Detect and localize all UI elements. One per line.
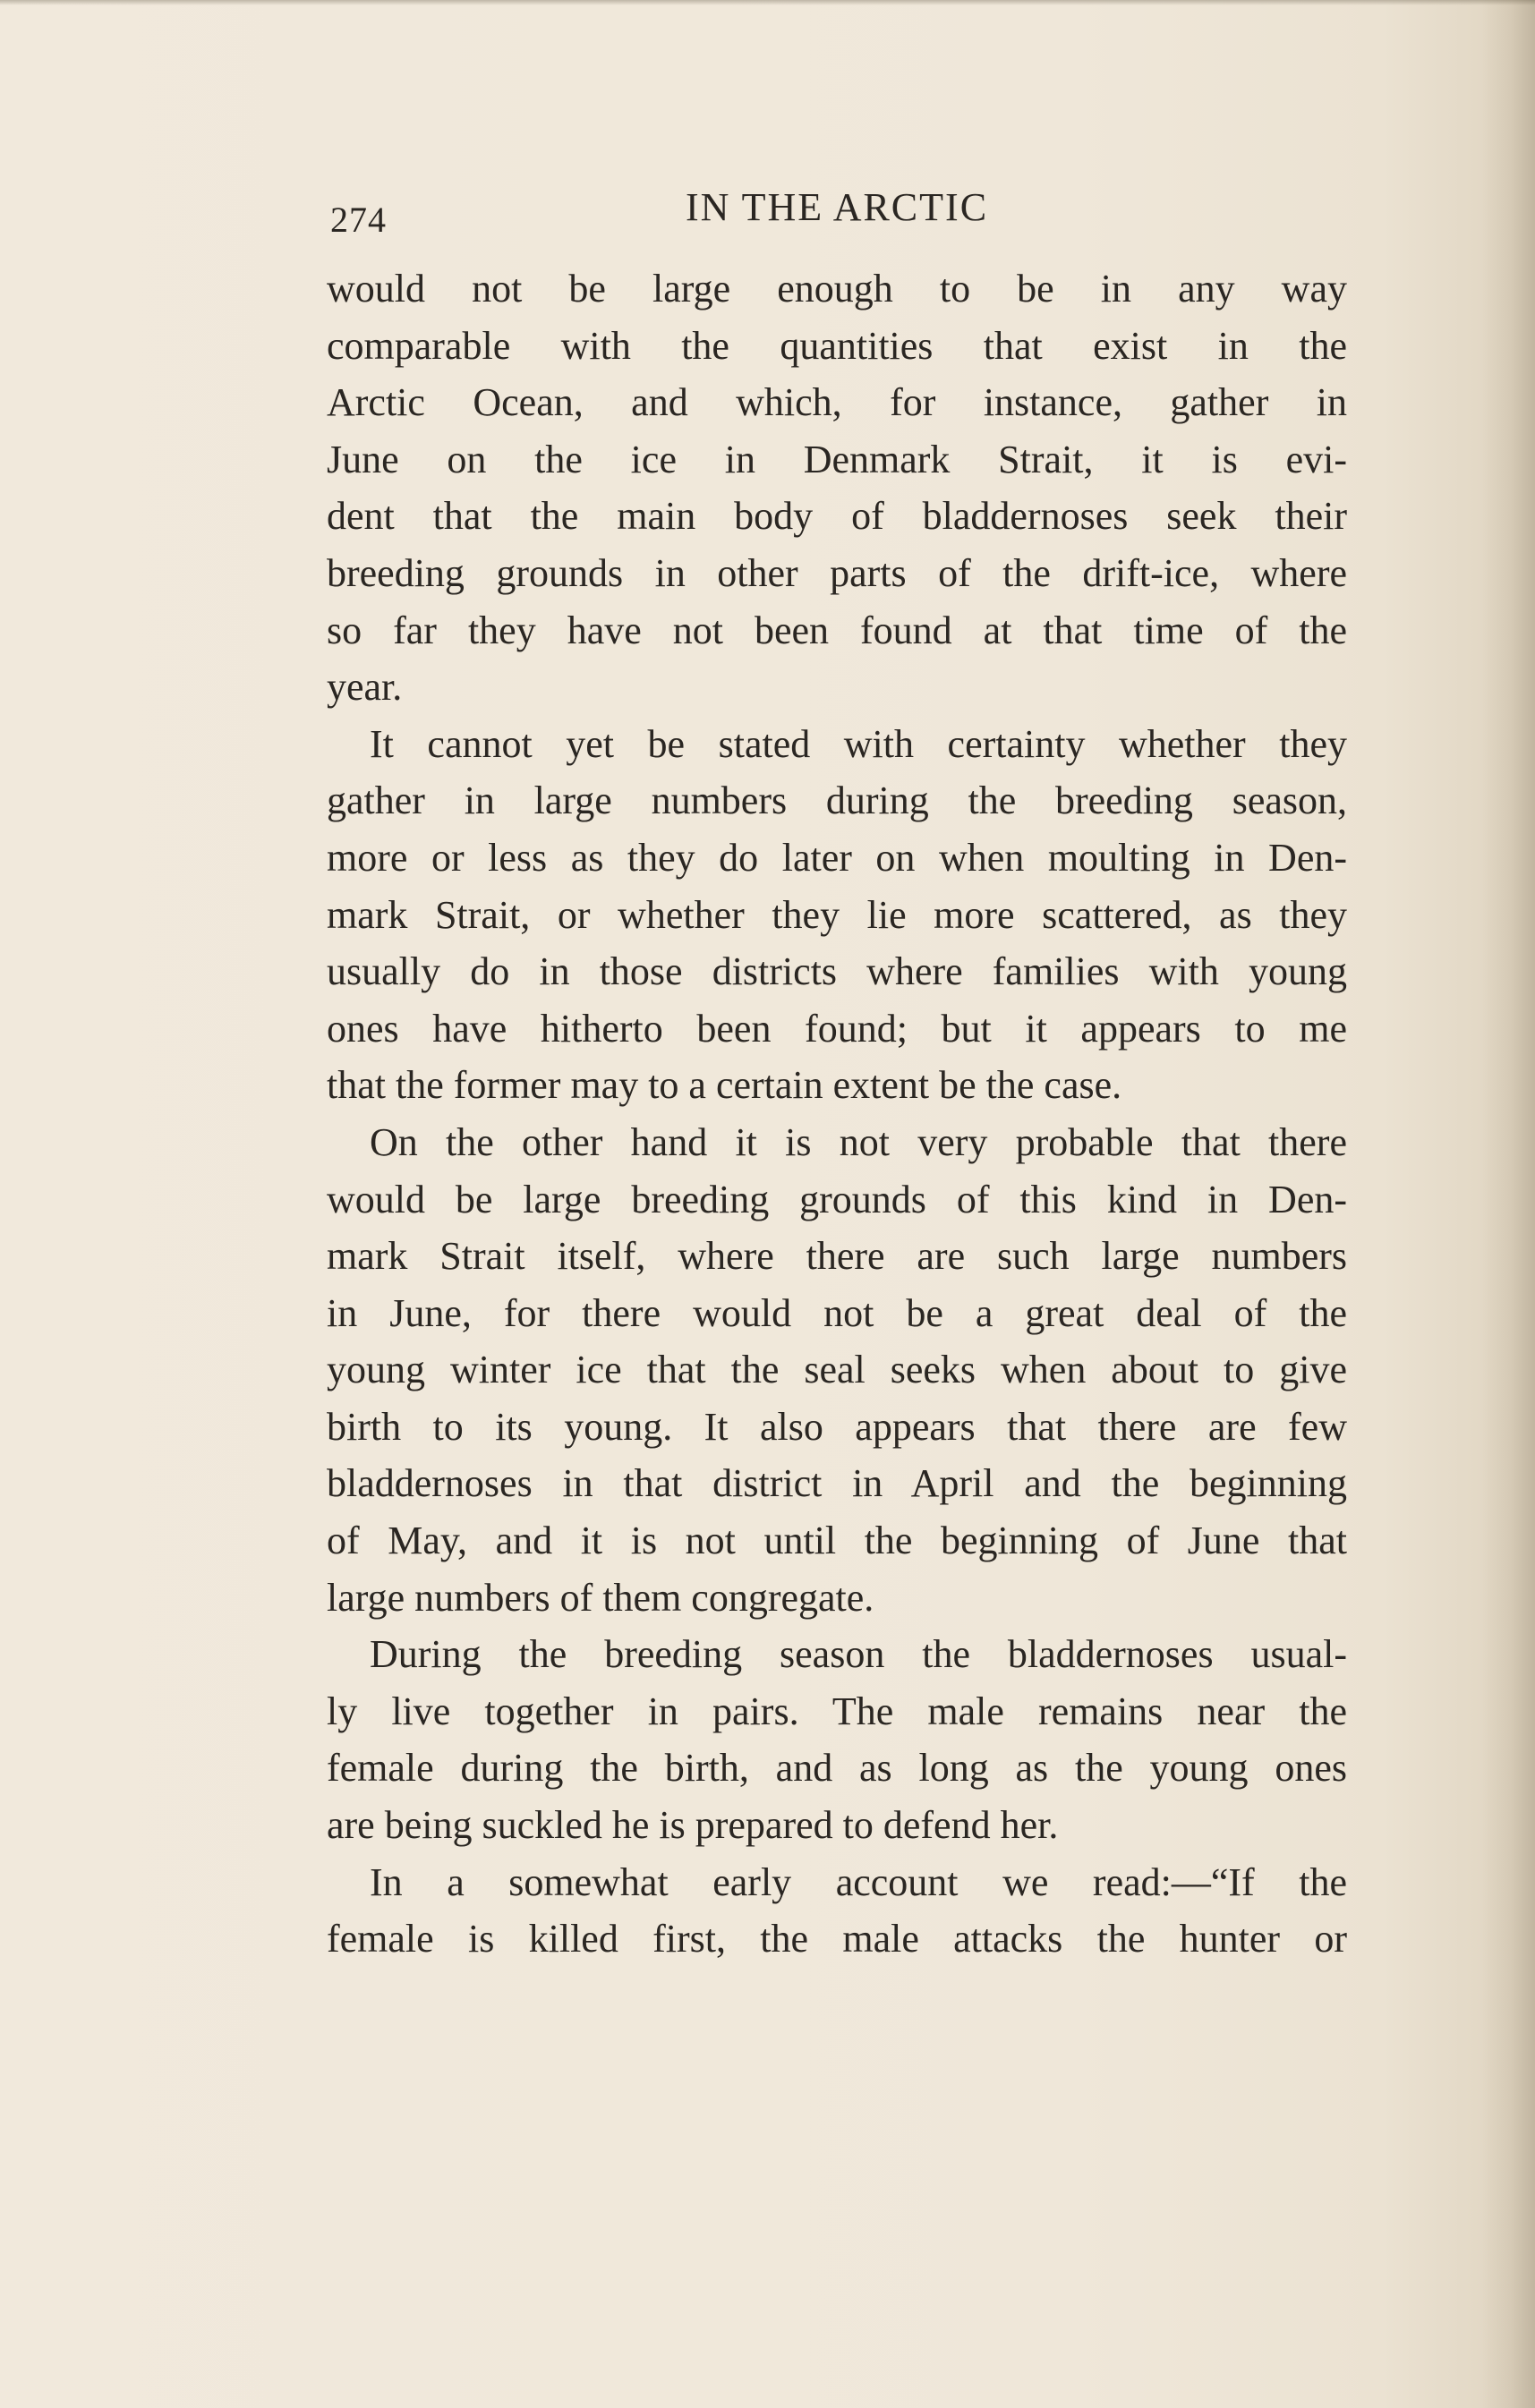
text-line: of May, and it is not until the beginning of June that — [327, 1519, 1347, 1563]
paragraph — [327, 1114, 1347, 1626]
text-line: birth to its young. It also appears that there are few — [327, 1404, 1347, 1449]
text-line: are being suckled he is prepared to defend her. — [327, 1803, 1059, 1848]
text-line: mark Strait, or whether they lie more scattered, as they — [327, 892, 1347, 937]
running-title: IN THE ARCTIC — [685, 185, 989, 229]
text-line: would be large breeding grounds of this kind in Den- — [327, 1177, 1347, 1221]
text-line: year. — [327, 665, 403, 710]
text-line: in June, for there would not be a great deal of the — [327, 1290, 1347, 1335]
page-gutter-shadow — [1481, 0, 1535, 2408]
page-number: 274 — [330, 200, 387, 240]
text-line: dent that the main body of bladdernoses seek their — [327, 494, 1347, 539]
text-line: more or less as they do later on when moulting in Den- — [327, 835, 1347, 880]
page-top-edge-shadow — [0, 0, 1535, 5]
text-line: In a somewhat early account we read:—“If the — [370, 1859, 1347, 1904]
text-line: so far they have not been found at that time of the — [327, 608, 1347, 652]
paragraph — [327, 1626, 1347, 1853]
text-line: would not be large enough to be in any way — [327, 267, 1347, 311]
paragraph — [327, 260, 1347, 716]
text-line: It cannot yet be stated with certainty whether they — [370, 721, 1347, 766]
text-line: that the former may to a certain extent be the case. — [327, 1063, 1122, 1108]
text-line: comparable with the quantities that exist in the — [327, 323, 1347, 368]
text-line: female during the birth, and as long as the young ones — [327, 1746, 1347, 1791]
text-line: ones have hitherto been found; but it appears to me — [327, 1006, 1347, 1051]
paragraph — [327, 1854, 1347, 1968]
text-line: young winter ice that the seal seeks when about to give — [327, 1348, 1347, 1392]
text-line: On the other hand it is not very probable that there — [370, 1119, 1347, 1164]
text-line: gather in large numbers during the breeding season, — [327, 779, 1347, 823]
text-line: usually do in those districts where families with young — [327, 949, 1347, 994]
paragraph — [327, 716, 1347, 1114]
text-line: bladdernoses in that district in April and the beginning — [327, 1461, 1347, 1506]
text-line: ly live together in pairs. The male remains near the — [327, 1689, 1347, 1733]
text-line: mark Strait itself, where there are such large numbers — [327, 1234, 1347, 1279]
text-line: June on the ice in Denmark Strait, it is evi- — [327, 437, 1347, 481]
page-header — [327, 179, 1347, 240]
body-text — [327, 260, 1347, 1968]
text-line: large numbers of them congregate. — [327, 1575, 874, 1620]
text-line: breeding grounds in other parts of the drift-ice, where — [327, 550, 1347, 595]
text-line: Arctic Ocean, and which, for instance, gather in — [327, 380, 1347, 425]
text-line: female is killed first, the male attacks the hunter or — [327, 1917, 1347, 1961]
text-line: During the breeding season the bladdernoses usual- — [370, 1632, 1347, 1677]
